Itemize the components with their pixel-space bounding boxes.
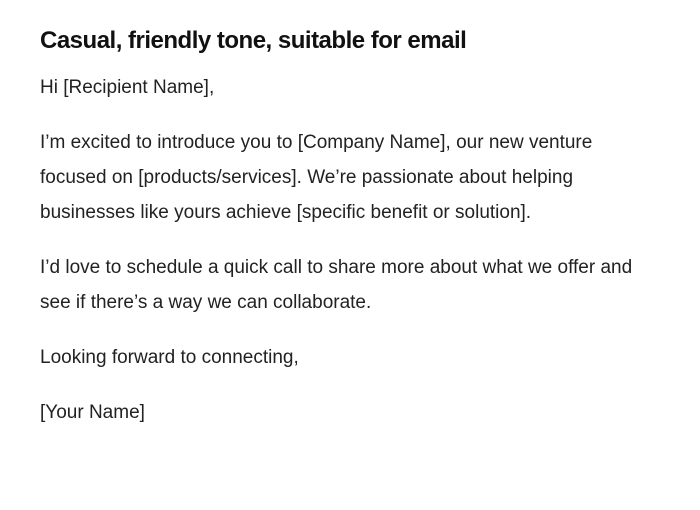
template-heading: Casual, friendly tone, suitable for email — [40, 27, 467, 54]
closing-line: Looking forward to connecting, — [40, 347, 299, 368]
signature-line: [Your Name] — [40, 402, 145, 423]
intro-paragraph: I’m excited to introduce you to [Company Name], our new venture focused on [products/services]. We’re passionate about helping businesses like yours achieve [specific benefit or solution]. — [40, 132, 593, 223]
greeting-line: Hi [Recipient Name], — [40, 77, 215, 98]
call-request-paragraph: I’d love to schedule a quick call to share more about what we offer and see if there’s a way we can collaborate. — [40, 257, 633, 313]
email-template — [40, 26, 640, 450]
